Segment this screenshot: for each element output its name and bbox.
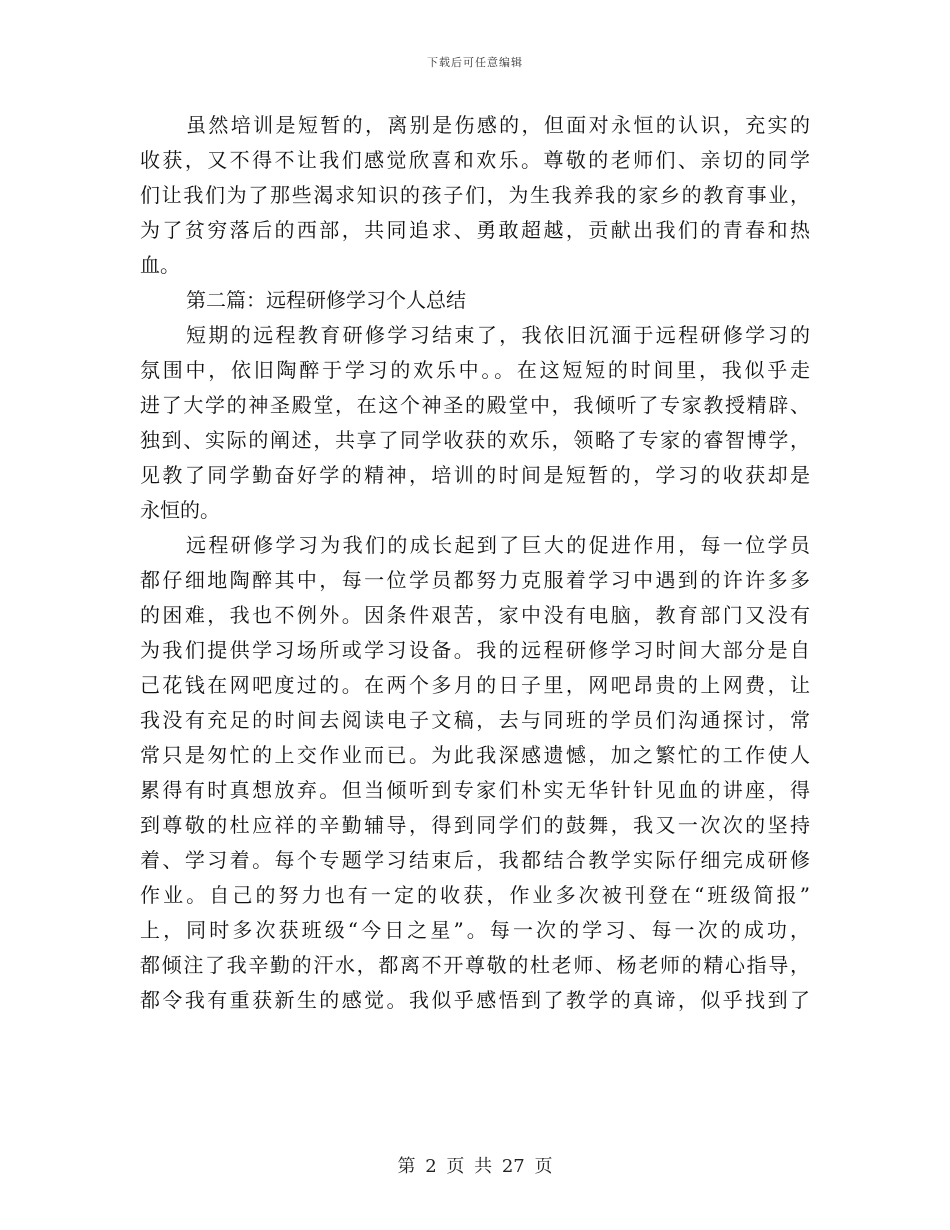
text-line: 常只是匆忙的上交作业而已。为此我深感遗憾，加之繁忙的工作使人 (140, 743, 810, 767)
text-line: 虽然培训是短暂的，离别是伤感的，但面对永恒的认识，充实的 (186, 113, 810, 137)
text-line: 进了大学的神圣殿堂，在这个神圣的殿堂中，我倾听了专家教授精辟、 (140, 393, 810, 417)
text-line: 永恒的。 (140, 498, 220, 522)
text-line: 我没有充足的时间去阅读电子文稿，去与同班的学员们沟通探讨，常 (140, 708, 810, 732)
section-heading: 第二篇：远程研修学习个人总结 (186, 288, 466, 312)
text-line: 作业。自己的努力也有一定的收获，作业多次被刊登在“班级简报” (140, 883, 810, 907)
text-line: 见教了同学勤奋好学的精神，培训的时间是短暂的，学习的收获却是 (140, 463, 810, 487)
text-line: 血。 (140, 253, 180, 277)
text-line: 到尊敬的杜应祥的辛勤辅导，得到同学们的鼓舞，我又一次次的坚持 (140, 813, 810, 837)
text-line: 远程研修学习为我们的成长起到了巨大的促进作用，每一位学员 (186, 533, 810, 557)
text-line: 着、学习着。每个专题学习结束后，我都结合教学实际仔细完成研修 (140, 848, 810, 872)
text-line: 们让我们为了那些渴求知识的孩子们，为生我养我的家乡的教育事业， (140, 183, 810, 207)
text-line: 都倾注了我辛勤的汗水，都离不开尊敬的杜老师、杨老师的精心指导， (140, 953, 810, 977)
text-line: 短期的远程教育研修学习结束了，我依旧沉湎于远程研修学习的 (186, 323, 810, 347)
text-line: 为我们提供学习场所或学习设备。我的远程研修学习时间大部分是自 (140, 638, 810, 662)
text-line: 上，同时多次获班级“今日之星”。每一次的学习、每一次的成功， (140, 918, 810, 942)
text-line: 己花钱在网吧度过的。在两个多月的日子里，网吧昂贵的上网费，让 (140, 673, 810, 697)
text-line: 都令我有重获新生的感觉。我似乎感悟到了教学的真谛，似乎找到了 (140, 988, 810, 1012)
text-line: 都仔细地陶醉其中，每一位学员都努力克服着学习中遇到的许许多多 (140, 568, 810, 592)
document-body (140, 108, 810, 1018)
text-line: 累得有时真想放弃。但当倾听到专家们朴实无华针针见血的讲座，得 (140, 778, 810, 802)
text-line: 独到、实际的阐述，共享了同学收获的欢乐，领略了专家的睿智博学， (140, 428, 810, 452)
text-line: 氛围中，依旧陶醉于学习的欢乐中。。在这短短的时间里，我似乎走 (140, 358, 810, 382)
text-line: 为了贫穷落后的西部，共同追求、勇敢超越，贡献出我们的青春和热 (140, 218, 810, 242)
page-header: 下载后可任意编辑 (427, 56, 523, 69)
page-number-footer: 第 2 页 共 27 页 (397, 1156, 553, 1177)
text-line: 的困难，我也不例外。因条件艰苦，家中没有电脑，教育部门又没有 (140, 603, 810, 627)
text-line: 收获，又不得不让我们感觉欣喜和欢乐。尊敬的老师们、亲切的同学 (140, 148, 810, 172)
